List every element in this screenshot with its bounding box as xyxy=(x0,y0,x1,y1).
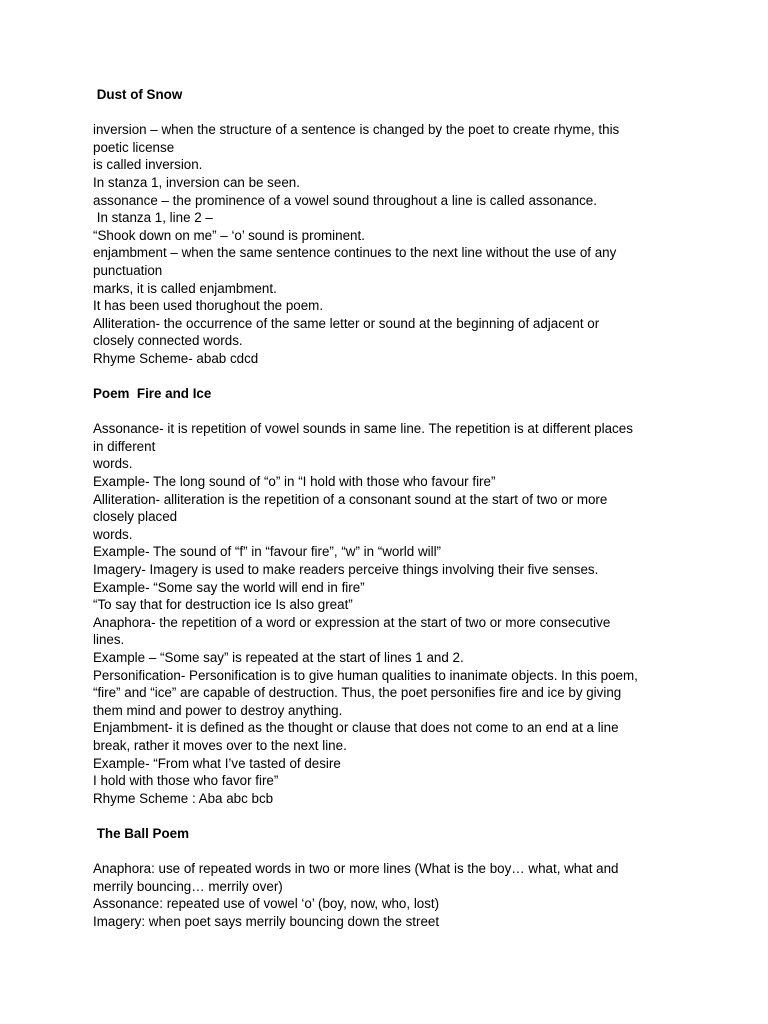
text-line: in different xyxy=(93,438,156,454)
text-line: poetic license xyxy=(93,139,175,155)
text-line: them mind and power to destroy anything. xyxy=(93,702,343,718)
text-line: Example- The long sound of “o” in “I hold with those who favour fire” xyxy=(93,474,496,490)
text-line: enjambment – when the same sentence continues to the next line without the use of any xyxy=(93,245,617,261)
text-line: closely connected words. xyxy=(93,333,243,349)
text-line: words. xyxy=(93,526,133,542)
text-line: Imagery: when poet says merrily bouncing down the street xyxy=(93,913,440,929)
text-line: Example – “Some say” is repeated at the start of lines 1 and 2. xyxy=(93,650,464,665)
text-line: Anaphora- the repetition of a word or expression at the start of two or more consecutive xyxy=(93,614,611,630)
text-line: assonance – the prominence of a vowel sound throughout a line is called assonance. xyxy=(93,192,597,208)
text-line: Assonance: repeated use of vowel ‘o’ (boy, now, who, lost) xyxy=(93,896,440,912)
text-line: “fire” and “ice” are capable of destruction. Thus, the poet personifies fire and ice by giving xyxy=(93,685,622,701)
text-line: Anaphora: use of repeated words in two or more lines (What is the boy… what, what and xyxy=(93,861,619,877)
text-line: Assonance- it is repetition of vowel sounds in same line. The repetition is at different places xyxy=(93,421,633,437)
text-line: In stanza 1, line 2 – xyxy=(93,210,213,226)
section-title-dust-of-snow: Dust of Snow xyxy=(93,87,183,102)
text-line: Example- “From what I’ve tasted of desire xyxy=(93,755,341,771)
text-line: Enjambment- it is defined as the thought or clause that does not come to an end at a line xyxy=(93,720,619,736)
text-line: “To say that for destruction ice Is also great” xyxy=(93,597,353,613)
text-line: Alliteration- alliteration is the repetition of a consonant sound at the start of two or more xyxy=(93,491,608,507)
text-line: It has been used thorughout the poem. xyxy=(93,298,324,314)
text-line: Example- “Some say the world will end in fire” xyxy=(93,579,365,595)
document-page xyxy=(93,86,683,931)
text-line: merrily bouncing… merrily over) xyxy=(93,878,283,894)
text-line: Rhyme Scheme- abab cdcd xyxy=(93,350,259,366)
section-title-fire-and-ice: Poem Fire and Ice xyxy=(93,386,212,402)
section-dust-of-snow xyxy=(93,86,683,385)
text-line: Personification- Personification is to give human qualities to inanimate objects. In this poem, xyxy=(93,667,638,683)
text-line: In stanza 1, inversion can be seen. xyxy=(93,174,300,190)
text-line: Alliteration- the occurrence of the same letter or sound at the beginning of adjacent or xyxy=(93,315,600,331)
text-line: Rhyme Scheme : Aba abc bcb xyxy=(93,790,274,806)
text-line: I hold with those who favor fire” xyxy=(93,773,279,789)
text-line: Imagery- Imagery is used to make readers perceive things involving their five senses. xyxy=(93,562,599,578)
section-the-ball-poem xyxy=(93,825,683,931)
text-line: marks, it is called enjambment. xyxy=(93,280,277,296)
text-line: “Shook down on me” – ‘o’ sound is prominent. xyxy=(93,227,365,243)
text-line: punctuation xyxy=(93,262,163,278)
text-line: inversion – when the structure of a sentence is changed by the poet to create rhyme, this xyxy=(93,122,620,138)
section-title-the-ball-poem: The Ball Poem xyxy=(93,825,189,841)
text-line: Example- The sound of “f” in “favour fire”, “w” in “world will” xyxy=(93,544,442,560)
text-line: words. xyxy=(93,456,133,472)
text-line: break, rather it moves over to the next line. xyxy=(93,737,347,753)
text-line: lines. xyxy=(93,632,125,648)
section-fire-and-ice xyxy=(93,385,683,825)
text-line: is called inversion. xyxy=(93,157,203,173)
text-line: closely placed xyxy=(93,509,178,525)
